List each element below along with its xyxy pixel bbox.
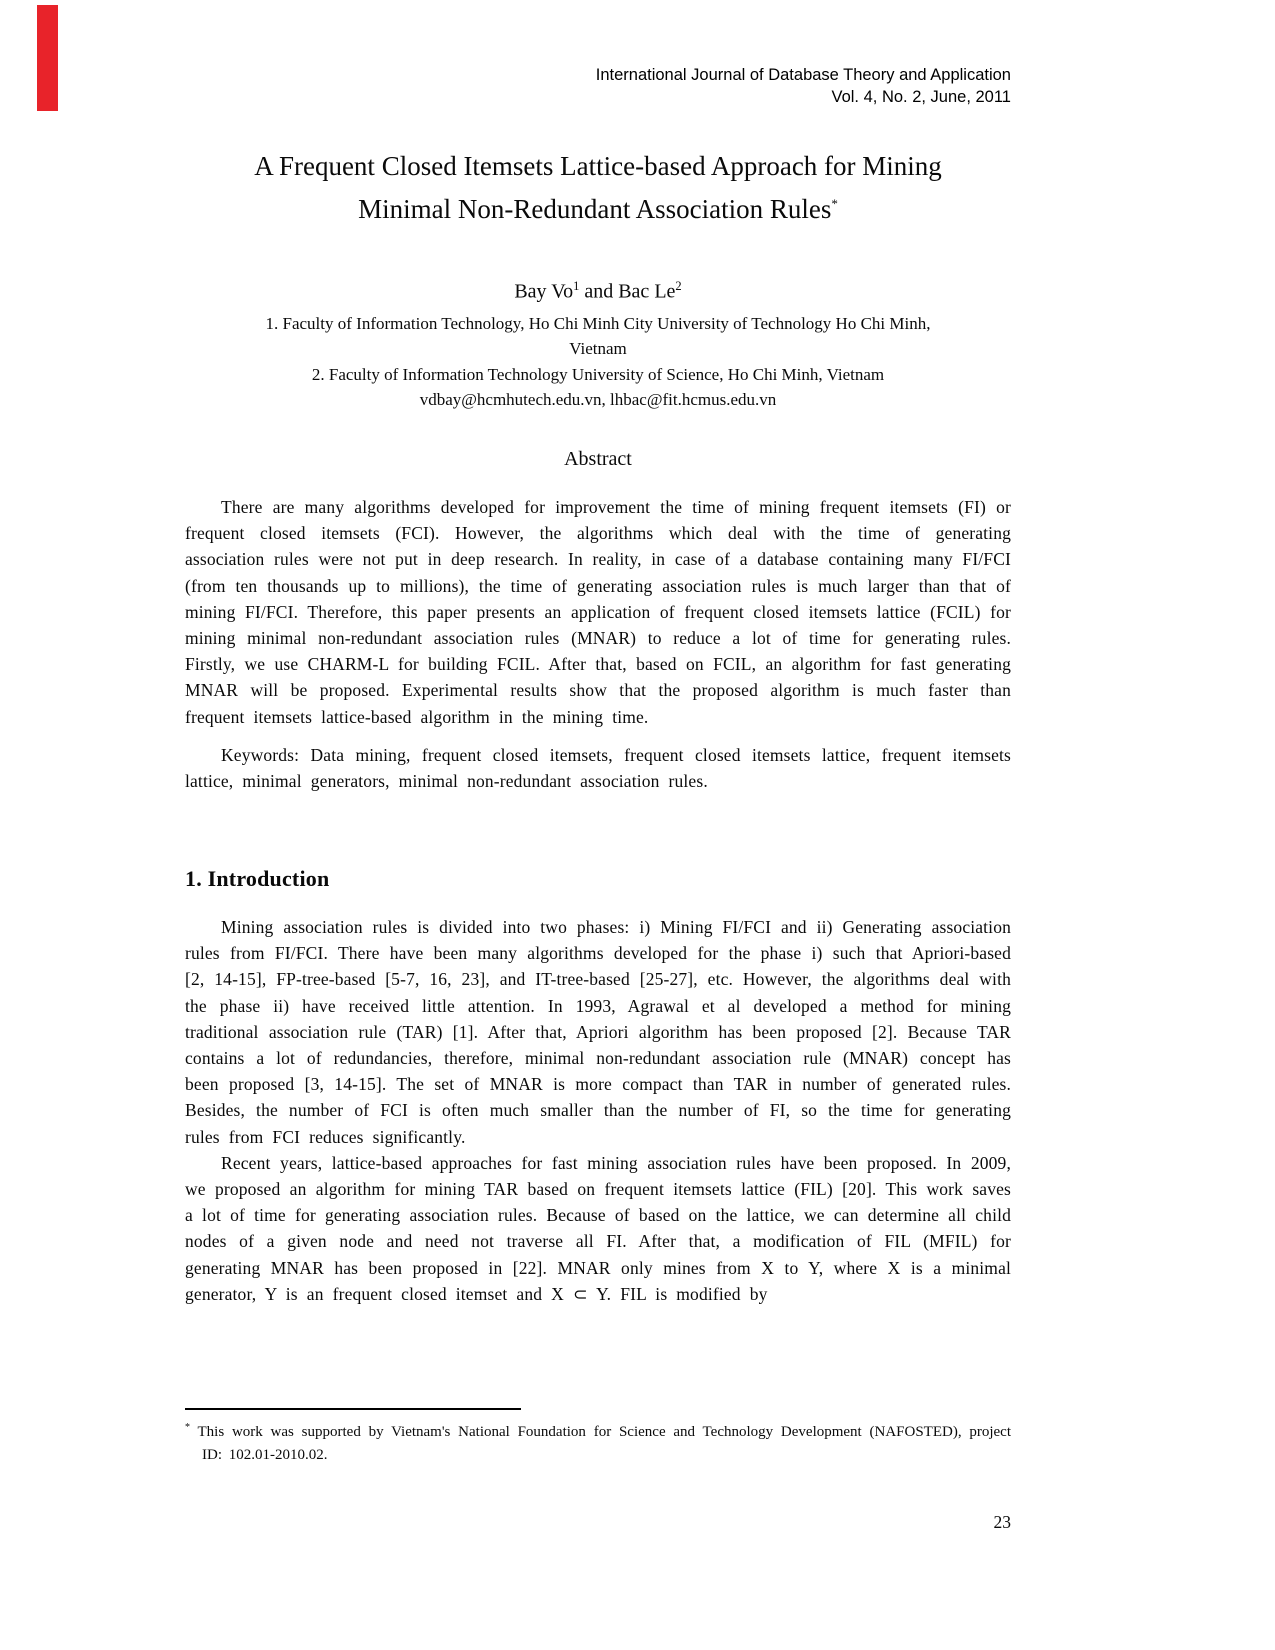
abstract-section	[185, 448, 1011, 794]
footnote-mark: *	[185, 1422, 190, 1433]
introduction-paragraph-1: Mining association rules is divided into two phases: i) Mining FI/FCI and ii) Generating association rules from FI/FCI. There have been many algorithms developed for the phase i) such that Apriori-based [2, 14-15], FP-tree-based [5-7, 16, 23], and IT-tree-based [25-27], etc. However, the algorithms deal with the phase ii) have received little attention. In 1993, Agrawal et al developed a method for mining traditional association rule (TAR) [1]. After that, Apriori algorithm has been proposed [2]. Because TAR contains a lot of redundancies, therefore, minimal non-redundant association rule (MNAR) concept has been proposed [3, 14-15]. The set of MNAR is more compact than TAR in number of generated rules. Besides, the number of FCI is often much smaller than the number of FI, so the time for generating rules from FCI reduces significantly.	[185, 917, 1011, 1147]
page-number-row	[185, 1512, 1011, 1533]
red-marker-bar	[37, 5, 58, 111]
footnote-text: This work was supported by Vietnam's National Foundation for Science and Technology Development (NAFOSTED), project ID: 102.01-2010.02.	[197, 1424, 1011, 1463]
author-2-affiliation-mark: 2	[675, 279, 682, 293]
authors-line	[185, 272, 1011, 306]
abstract-heading: Abstract	[564, 448, 632, 470]
author-2: Bac Le	[618, 280, 676, 303]
journal-issue: Vol. 4, No. 2, June, 2011	[831, 88, 1011, 106]
keywords-text: Keywords: Data mining, frequent closed itemsets, frequent closed itemsets lattice, frequent itemsets lattice, minimal generators, minimal non-redundant association rules.	[185, 744, 1011, 792]
footnote-area	[185, 1408, 1011, 1466]
title-footnote-mark: *	[831, 196, 838, 211]
paper-title	[185, 148, 1011, 228]
affiliations	[185, 311, 1011, 413]
abstract-text: There are many algorithms developed for improvement the time of mining frequent itemsets (FI) or frequent closed itemsets (FCI). However, the algorithms which deal with the time of generating association rules were not put in deep research. In reality, in case of a database containing many FI/FCI (from ten thousands up to millions), the time of generating association rules is much larger than that of mining FI/FCI. Therefore, this paper presents an application of frequent closed itemsets lattice (FCIL) for mining minimal non-redundant association rules (MNAR) to reduce a lot of time for generating rules. Firstly, we use CHARM-L for building FCIL. After that, based on FCIL, an algorithm for fast generating MNAR will be proposed. Experimental results show that the proposed algorithm is much faster than frequent itemsets lattice-based algorithm in the mining time.	[185, 497, 1011, 727]
title-line1: A Frequent Closed Itemsets Lattice-based Approach for Mining	[254, 151, 942, 181]
author-1: Bay Vo	[514, 280, 574, 303]
introduction-section	[185, 866, 1011, 1307]
affiliation-1-continued: Vietnam	[569, 339, 627, 359]
author-1-affiliation-mark: 1	[573, 279, 580, 293]
author-emails: vdbay@hcmhutech.edu.vn, lhbac@fit.hcmus.edu.vn	[419, 390, 777, 410]
affiliation-2: 2. Faculty of Information Technology University of Science, Ho Chi Minh, Vietnam	[311, 364, 885, 384]
introduction-heading: 1. Introduction	[185, 866, 330, 891]
authors-connector: and	[579, 280, 619, 303]
journal-name: International Journal of Database Theory and Application	[595, 66, 1011, 84]
footnote-divider	[185, 1408, 521, 1410]
affiliation-1: 1. Faculty of Information Technology, Ho Chi Minh City University of Technology Ho Chi Minh,	[265, 313, 931, 333]
front-matter	[185, 148, 1011, 413]
footnote	[185, 1417, 1011, 1466]
title-line2: Minimal Non-Redundant Association Rules	[358, 194, 832, 224]
journal-header	[185, 64, 1011, 108]
introduction-paragraph-2: Recent years, lattice-based approaches for fast mining association rules have been proposed. In 2009, we proposed an algorithm for mining TAR based on frequent itemsets lattice (FIL) [20]. This work saves a lot of time for generating association rules. Because of based on the lattice, we can determine all child nodes of a given node and need not traverse all FI. After that, a modification of FIL (MFIL) for generating MNAR has been proposed in [22]. MNAR only mines from X to Y, where X is a minimal generator, Y is an frequent closed itemset and X ⊂ Y. FIL is modified by	[185, 1152, 1011, 1304]
page-number: 23	[993, 1512, 1011, 1532]
